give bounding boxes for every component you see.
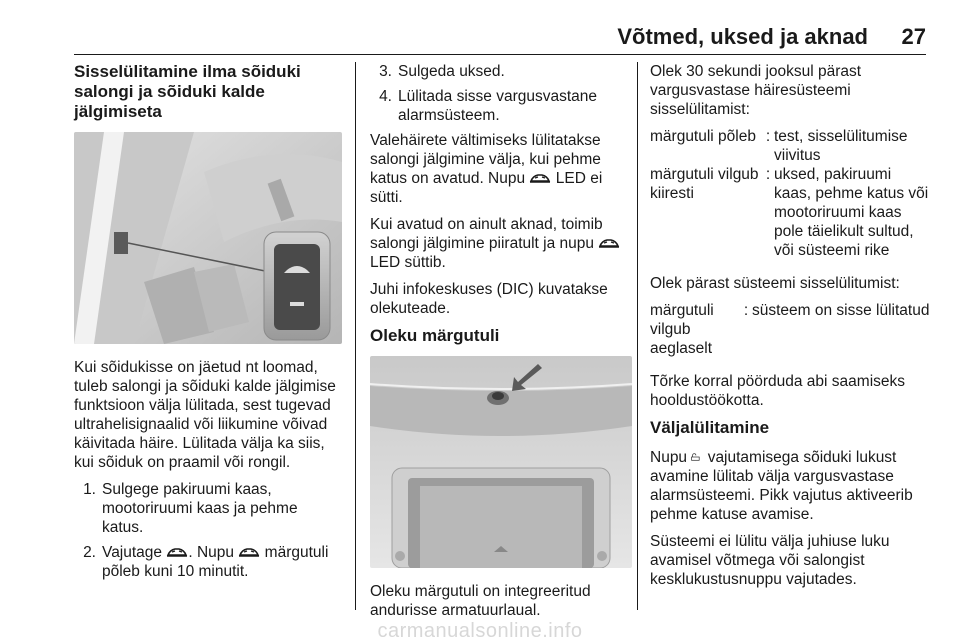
unlock-icon [691, 450, 703, 464]
body-paragraph: Olek pärast süsteemi sisselülitumist: [650, 275, 900, 292]
status-term: märgutuli vilgub kiiresti [650, 166, 759, 202]
status-separator: : [765, 128, 771, 145]
car-tilt-icon [529, 172, 551, 184]
dashboard-illustration [370, 356, 632, 568]
footwell-switch-illustration [74, 132, 342, 344]
status-separator: : [743, 302, 749, 319]
page-number: 27 [901, 24, 926, 49]
status-table [650, 127, 930, 260]
car-tilt-icon [598, 237, 620, 249]
body-paragraph: Nupu vajutamisega sõiduki lukust avamine lülitab välja vargusvastase alarmsüsteemi. Pikk vajutus aktiveerib pehme katuse avamise. [650, 449, 913, 523]
section-heading: Oleku märgutuli [370, 326, 500, 345]
step-item: 4. Lülitada sisse vargusvastane alarmsüsteem. [379, 88, 598, 124]
status-description: test, sisselülitumise viivitus [774, 128, 908, 164]
step-item: 1. Sulgege pakiruumi kaas, mootoriruumi kaas ja pehme katus. [83, 481, 298, 536]
status-description: süsteem on sisse lülitatud [752, 302, 930, 319]
watermark: carmanualsonline.info [377, 620, 583, 642]
body-paragraph: Süsteemi ei lülitu välja juhiuse luku avamisel võtmega või salongist kesklukustusnuppu vajutades. [650, 533, 890, 588]
column-right [650, 62, 930, 597]
status-term: märgutuli vilgub aeglaselt [650, 302, 714, 357]
column-left [74, 62, 342, 587]
interior-switch-figure [74, 132, 342, 344]
status-table [650, 301, 930, 358]
figure-caption: Oleku märgutuli on integreeritud andurisse armatuurlaual. [370, 583, 591, 619]
car-tilt-icon [166, 546, 188, 558]
column-middle [370, 62, 632, 628]
body-paragraph: Olek 30 sekundi jooksul pärast vargusvastase häiresüsteemi sisselülitamist: [650, 63, 862, 118]
section-heading: Väljalülitamine [650, 418, 770, 437]
column-divider [637, 62, 638, 610]
step-item: 2. Vajutage . Nupu märgutuli põleb kuni 10 minutit. [83, 544, 329, 580]
car-tilt-icon [238, 546, 260, 558]
body-paragraph: Kui sõidukisse on jäetud nt loomad, tuleb salongi ja sõiduki kalde jälgimise funktsioon välja lülitada, sest tugevad ultrahelisignaalid või liikumine võivad käivitada häire. Lülitada välja ka siis, kui sõiduk on praamil või rongil. [74, 359, 336, 471]
step-list [74, 480, 342, 581]
step-item: 3. Sulgeda uksed. [379, 63, 505, 80]
body-paragraph: Tõrke korral pöörduda abi saamiseks hooldustöökotta. [650, 373, 906, 409]
page-header-title: Võtmed, uksed ja aknad [617, 24, 868, 49]
column-divider [355, 62, 356, 610]
body-paragraph: Kui avatud on ainult aknad, toimib salongi jälgimine piiratult ja nupu LED süttib. [370, 215, 632, 272]
body-paragraph: Valehäirete vältimiseks lülitatakse salongi jälgimine välja, kui pehme katus on avatud. Nupu LED ei sütti. [370, 132, 603, 206]
section-heading: Sisselülitamine ilma sõiduki salongi ja sõiduki kalde jälgimiseta [74, 62, 301, 121]
status-description: uksed, pakiruumi kaas, pehme katus või mootoriruumi kaas pole täielikult sultud, või süsteemi rike [774, 166, 929, 259]
page-header [74, 22, 926, 55]
step-list [370, 62, 632, 125]
status-separator: : [765, 166, 771, 183]
status-term: märgutuli põleb [650, 128, 756, 145]
body-paragraph: Juhi infokeskuses (DIC) kuvatakse olekuteade. [370, 281, 608, 317]
dashboard-indicator-figure [370, 356, 632, 568]
